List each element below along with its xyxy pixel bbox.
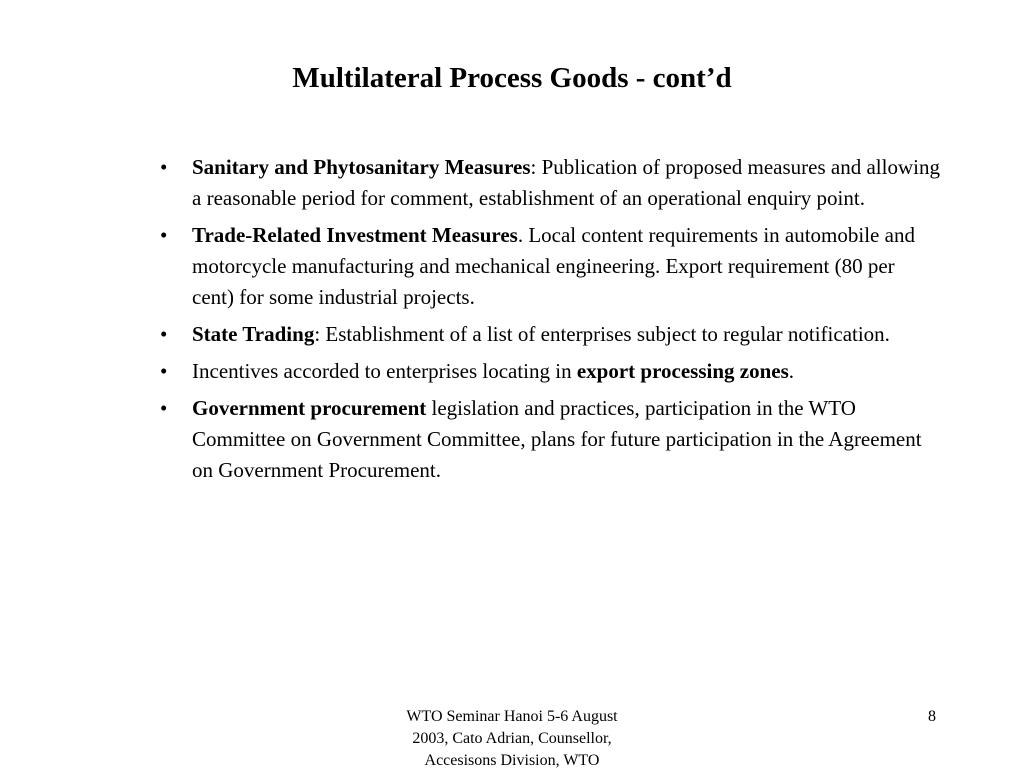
footer-line: WTO Seminar Hanoi 5-6 August [406,708,618,725]
bullet-text: . Local content requirements in automobile and motorcycle manufacturing and mechanical engineering. Export requirement (80 per cent) for some industrial projects. [192,223,915,309]
bullet-icon: • [160,396,168,420]
slide-footer [372,706,652,768]
footer-line: 2003, Cato Adrian, Counsellor, [412,730,612,747]
bullet-text: : Publication of proposed measures and allowing a reasonable period for comment, establishment of an operational enquiry point. [192,155,940,210]
bullet-heading: Sanitary and Phytosanitary Measures [192,155,531,179]
bullet-heading: State Trading [192,322,315,346]
page-number: 8 [928,708,936,725]
bullet-list [160,152,940,492]
bullet-text-before: Incentives accorded to enterprises locating in [192,359,577,383]
bullet-heading: export processing zones [576,359,789,383]
bullet-item-export-zones [160,356,940,387]
bullet-item-sps [160,152,940,214]
bullet-heading: Government procurement [192,396,427,420]
bullet-text: legislation and practices, participation in the WTO Committee on Government Committee, plans for future participation in the Agreement on Government Procurement. [192,396,922,482]
bullet-icon: • [160,359,168,383]
footer-line: Accesisons Division, WTO [424,752,600,768]
slide-title: Multilateral Process Goods - cont’d [292,62,732,94]
bullet-icon: • [160,322,168,346]
bullet-text-after: . [788,359,795,383]
bullet-icon: • [160,155,168,179]
bullet-icon: • [160,223,168,247]
bullet-text: : Establishment of a list of enterprises subject to regular notification. [314,322,890,346]
bullet-item-trims [160,220,940,313]
bullet-item-state-trading [160,319,940,350]
bullet-heading: Trade-Related Investment Measures [192,223,518,247]
bullet-item-procurement [160,393,940,486]
